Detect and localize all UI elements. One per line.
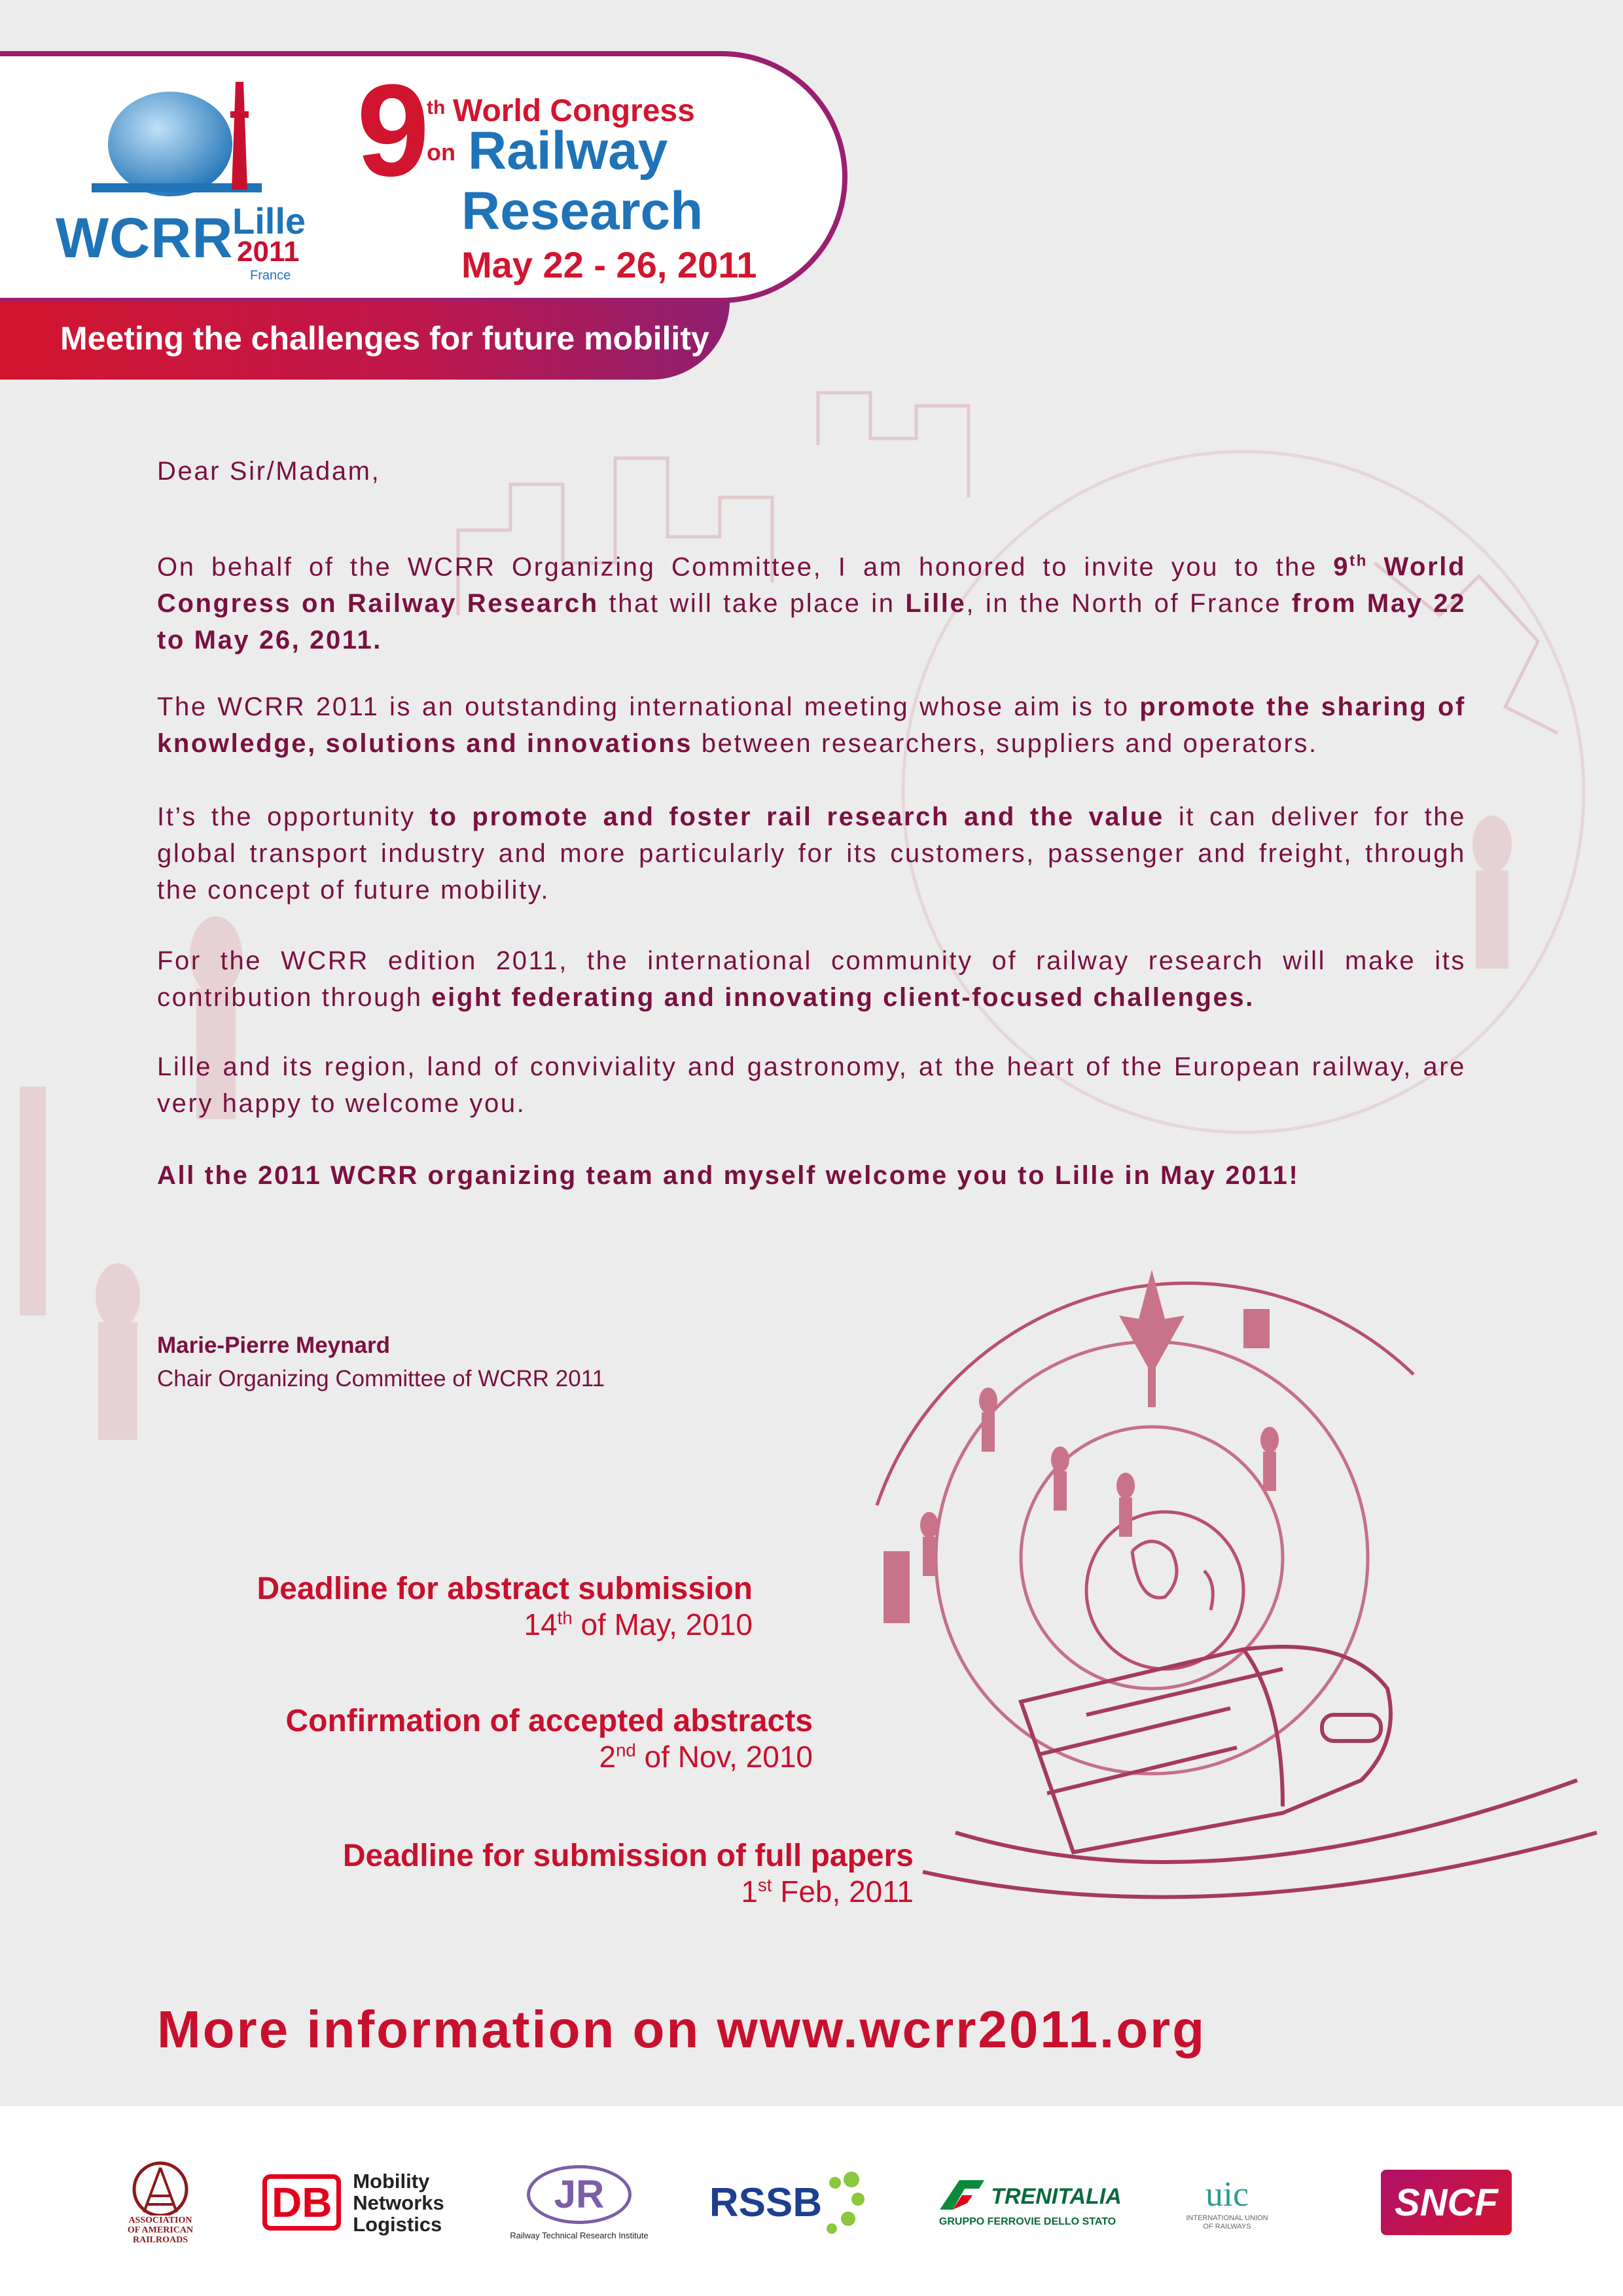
deadline-full-papers — [196, 1838, 914, 1909]
paragraph-challenges: For the WCRR edition 2011, the international community of railway research will make its contribution through eight federating and innovating client-focused challenges. — [157, 946, 1466, 1012]
rssb-logo: RSSB — [709, 2179, 823, 2225]
wcrr-logo-icon — [92, 72, 281, 203]
greeting: Dear Sir/Madam, — [157, 457, 381, 486]
trenitalia-logo: TRENITALIA — [991, 2183, 1122, 2209]
deadline-title: Deadline for submission of full papers — [342, 1839, 914, 1873]
paragraph-invitation: On behalf of the WCRR Organizing Committee, I am honored to invite you to the 9th World Congress on Railway Research that will take place in Lille, in the North of France from May 22 to May 26, 2011. — [157, 552, 1467, 655]
sponsor-db: DB Mobility Networks Logistics — [252, 2160, 455, 2245]
sponsor-sncf — [1374, 2160, 1518, 2245]
trenitalia-caption: GRUPPO FERROVIE DELLO STATO — [938, 2216, 1116, 2227]
closing-line: All the 2011 WCRR organizing team and myself welcome you to Lille in May 2011! — [157, 1161, 1300, 1190]
title-line-1: World Congress — [453, 94, 695, 128]
uic-logo: uic — [1205, 2174, 1249, 2214]
more-info-link[interactable]: More information on www.wcrr2011.org — [157, 2000, 1207, 2058]
aar-emblem-icon — [131, 2160, 190, 2215]
paragraph-welcome: Lille and its region, land of conviviality and gastronomy, at the heart of the European railway, are very happy to welcome you. — [157, 1052, 1466, 1118]
sponsor-trenitalia — [923, 2160, 1132, 2245]
deadline-date: 2nd of Nov, 2010 — [599, 1740, 813, 1774]
jr-caption: Railway Technical Research Institute — [510, 2230, 649, 2240]
sponsor-rssb — [700, 2160, 877, 2245]
jr-logo: JR — [527, 2165, 632, 2224]
congress-dates: May 22 - 26, 2011 — [461, 244, 757, 285]
sponsor-aar: ASSOCIATION OF AMERICAN RAILROADS — [98, 2160, 223, 2245]
edition-suffix: th — [427, 97, 446, 118]
deadline-confirmation — [196, 1703, 813, 1774]
title-line-3: Research — [461, 181, 704, 241]
rssb-dots-icon — [822, 2166, 868, 2238]
db-logo: DB — [262, 2174, 341, 2231]
logo-year: 2011 — [237, 236, 300, 268]
sponsor-uic: uic INTERNATIONAL UNION OF RAILWAYS — [1186, 2174, 1268, 2231]
tagline: Meeting the challenges for future mobility — [60, 320, 709, 357]
title-on: on — [427, 139, 455, 166]
logo-acronym: WCRR — [56, 207, 234, 270]
logo-city: Lille — [232, 200, 306, 242]
logo-country: France — [250, 268, 291, 283]
deadline-abstract-submission — [196, 1571, 753, 1642]
paragraph-opportunity: It’s the opportunity to promote and foster rail research and the value it can deliver for the global transport industry and more particularly for its customers, passenger and freight, through the concept of future mobility. — [157, 802, 1466, 905]
globe-train-illustration — [825, 1244, 1623, 1937]
signer-name: Marie-Pierre Meynard — [157, 1333, 390, 1358]
deadline-title: Deadline for abstract submission — [257, 1571, 753, 1606]
deadline-date: 14th of May, 2010 — [524, 1607, 753, 1641]
signer-role: Chair Organizing Committee of WCRR 2011 — [157, 1366, 605, 1391]
trenitalia-arrow-icon — [933, 2177, 986, 2216]
sncf-logo: SNCF — [1381, 2170, 1512, 2235]
sponsor-jr — [497, 2160, 661, 2245]
paragraph-aim: The WCRR 2011 is an outstanding international meeting whose aim is to promote the sharing of knowledge, solutions and innovations between researchers, suppliers and operators. — [157, 692, 1466, 758]
title-line-2: Railway — [468, 121, 668, 181]
deadline-title: Confirmation of accepted abstracts — [285, 1704, 813, 1738]
edition-number: 9 — [357, 58, 430, 204]
deadline-date: 1st Feb, 2011 — [741, 1874, 914, 1909]
